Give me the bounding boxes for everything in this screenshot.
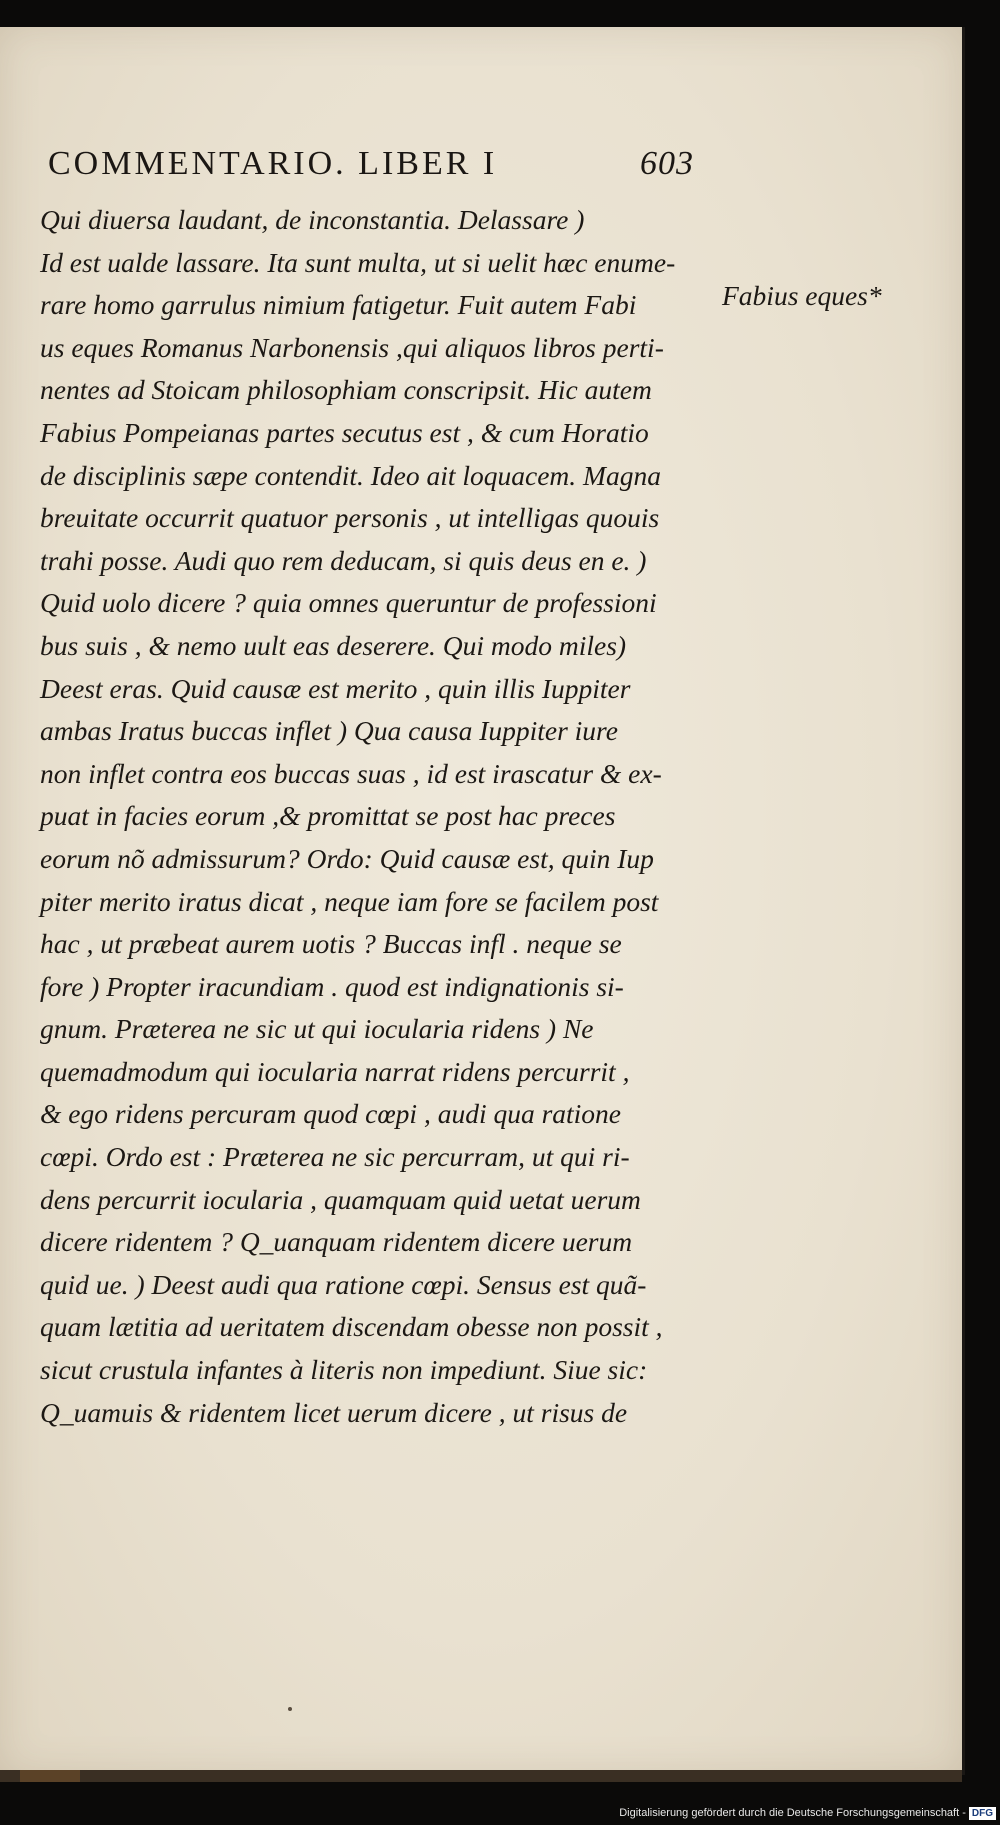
page-number: 603 [640, 145, 694, 182]
text-line: quam lætitia ad ueritatem discendam obesse non possit , [40, 1311, 663, 1343]
body-text [40, 199, 760, 1434]
text-line: quid ue. ) Deest audi qua ratione cœpi. Sensus est quã- [40, 1268, 647, 1300]
text-line: non inflet contra eos buccas suas , id est irascatur & ex- [40, 757, 662, 789]
text-line: Fabius Pompeianas partes secutus est , & cum Horatio [40, 416, 649, 448]
edge-stain [20, 1770, 80, 1782]
text-line: sicut crustula infantes à literis non impediunt. Siue sic: [40, 1354, 648, 1386]
text-line: de disciplinis sæpe contendit. Ideo ait loquacem. Magna [40, 459, 661, 491]
text-line: ambas Iratus buccas inflet ) Qua causa Iuppiter iure [40, 715, 618, 747]
text-line: piter merito iratus dicat , neque iam fore se facilem post [40, 885, 659, 917]
text-line: trahi posse. Audi quo rem deducam, si quis deus en e. ) [40, 544, 647, 576]
text-line: hac , ut præbeat aurem uotis ? Buccas infl . neque se [40, 928, 622, 960]
text-line: Deest eras. Quid causæ est merito , quin illis Iuppiter [40, 672, 631, 704]
ink-speck [288, 1707, 292, 1711]
text-line: Quid uolo dicere ? quia omnes queruntur de professioni [40, 587, 657, 619]
dfg-logo: DFG [969, 1807, 996, 1820]
digitization-credit [619, 1805, 996, 1821]
text-line: Qui diuersa laudant, de inconstantia. Delassare ) [40, 204, 585, 235]
text-line: dens percurrit iocularia , quamquam quid uetat uerum [40, 1183, 641, 1215]
text-line: puat in facies eorum ,& promittat se post hac preces [40, 800, 616, 832]
text-line: nentes ad Stoicam philosophiam conscripsit. Hic autem [40, 374, 652, 406]
marginal-note: Fabius eques* [722, 280, 882, 311]
text-line: & ego ridens percuram quod cœpi , audi qua ratione [40, 1098, 622, 1130]
running-head [48, 145, 728, 183]
text-line: breuitate occurrit quatuor personis , ut intelligas quouis [40, 502, 660, 534]
text-line: rare homo garrulus nimium fatigetur. Fuit autem Fabi [40, 289, 637, 321]
text-line: gnum. Præterea ne sic ut qui iocularia ridens ) Ne [40, 1013, 594, 1045]
credit-text: Digitalisierung gefördert durch die Deutsche Forschungsgemeinschaft - [619, 1807, 966, 1819]
book-page [0, 27, 965, 1775]
text-line: us eques Romanus Narbonensis ,qui aliquos libros perti- [40, 331, 664, 363]
text-line: cœpi. Ordo est : Præterea ne sic percurram, ut qui ri- [40, 1141, 630, 1173]
text-line: eorum nõ admissurum? Ordo: Quid causæ est, quin Iup [40, 842, 654, 874]
running-head-title: COMMENTARIO. LIBER I [48, 145, 498, 182]
text-line: Q_uamuis & ridentem licet uerum dicere , ut risus de [40, 1396, 628, 1428]
text-line: Id est ualde lassare. Ita sunt multa, ut si uelit hæc enume- [40, 246, 676, 278]
text-line: fore ) Propter iracundiam . quod est indignationis si- [40, 970, 624, 1002]
text-line: dicere ridentem ? Q_uanquam ridentem dicere uerum [40, 1226, 633, 1258]
text-line: quemadmodum qui iocularia narrat ridens percurrit , [40, 1055, 630, 1087]
text-line: bus suis , & nemo uult eas deserere. Qui modo miles) [40, 629, 627, 661]
page-bottom-edge [0, 1770, 962, 1782]
